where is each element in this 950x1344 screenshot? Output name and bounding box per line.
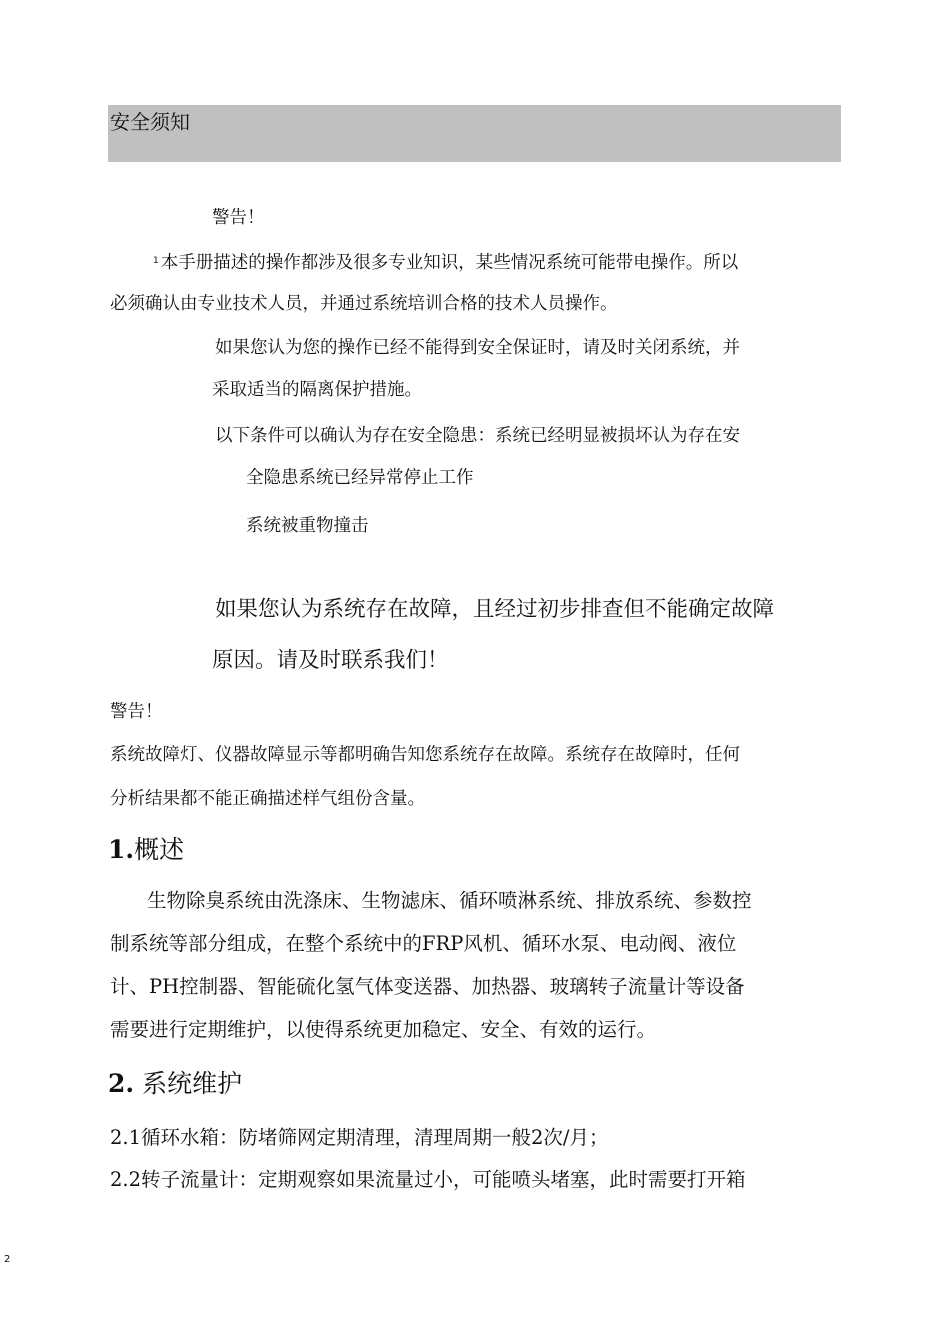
section-title: 系统维护 bbox=[142, 1069, 243, 1098]
warning-paragraph-line: 如果您认为您的操作已经不能得到安全保证时，请及时关闭系统，并 bbox=[215, 338, 740, 358]
list-item: 2.2转子流量计：定期观察如果流量过小，可能喷头堵塞，此时需要打开箱 bbox=[110, 1168, 746, 1191]
page-title: 安全须知 bbox=[110, 110, 190, 134]
section-title: 概述 bbox=[134, 835, 185, 864]
warning-paragraph-line: 采取适当的隔离保护措施。 bbox=[212, 380, 422, 400]
warning-paragraph-line: 全隐患系统已经异常停止工作 bbox=[246, 468, 474, 488]
section-title-bar bbox=[108, 105, 841, 162]
contact-line: 如果您认为系统存在故障，且经过初步排查但不能确定故障 bbox=[215, 597, 775, 622]
warning-heading: 警告！ bbox=[212, 208, 265, 228]
paragraph-text: 本手册描述的操作都涉及很多专业知识，某些情况系统可能带电操作。所以 bbox=[160, 253, 739, 273]
warning-paragraph-line: 以下条件可以确认为存在安全隐患：系统已经明显被损坏认为存在安 bbox=[215, 426, 740, 446]
footnote-marker: 1 bbox=[153, 256, 159, 266]
warning-paragraph-line: 系统故障灯、仪器故障显示等都明确告知您系统存在故障。系统存在故障时，任何 bbox=[110, 745, 740, 765]
warning-heading: 警告！ bbox=[110, 702, 163, 722]
body-line: 需要进行定期维护，以使得系统更加稳定、安全、有效的运行。 bbox=[110, 1018, 657, 1041]
section-number: 1. bbox=[108, 835, 135, 864]
warning-paragraph-line bbox=[153, 250, 738, 276]
body-line: 计、PH控制器、智能硫化氢气体变送器、加热器、玻璃转子流量计等设备 bbox=[110, 975, 745, 998]
section-number: 2. bbox=[108, 1069, 135, 1098]
warning-paragraph-line: 分析结果都不能正确描述样气组份含量。 bbox=[110, 789, 425, 809]
body-line: 生物除臭系统由洗涤床、生物滤床、循环喷淋系统、排放系统、参数控 bbox=[147, 889, 752, 912]
section-heading bbox=[108, 1067, 242, 1101]
warning-paragraph-line: 系统被重物撞击 bbox=[246, 516, 369, 536]
body-line: 制系统等部分组成，在整个系统中的FRP风机、循环水泵、电动阀、液位 bbox=[110, 932, 737, 955]
warning-paragraph-line: 必须确认由专业技术人员，并通过系统培训合格的技术人员操作。 bbox=[110, 294, 618, 314]
contact-line: 原因。请及时联系我们！ bbox=[212, 648, 449, 673]
section-heading bbox=[108, 833, 184, 867]
list-item: 2.1循环水箱：防堵筛网定期清理，清理周期一般2次/月； bbox=[110, 1126, 609, 1149]
page-number: 2 bbox=[4, 1254, 11, 1265]
